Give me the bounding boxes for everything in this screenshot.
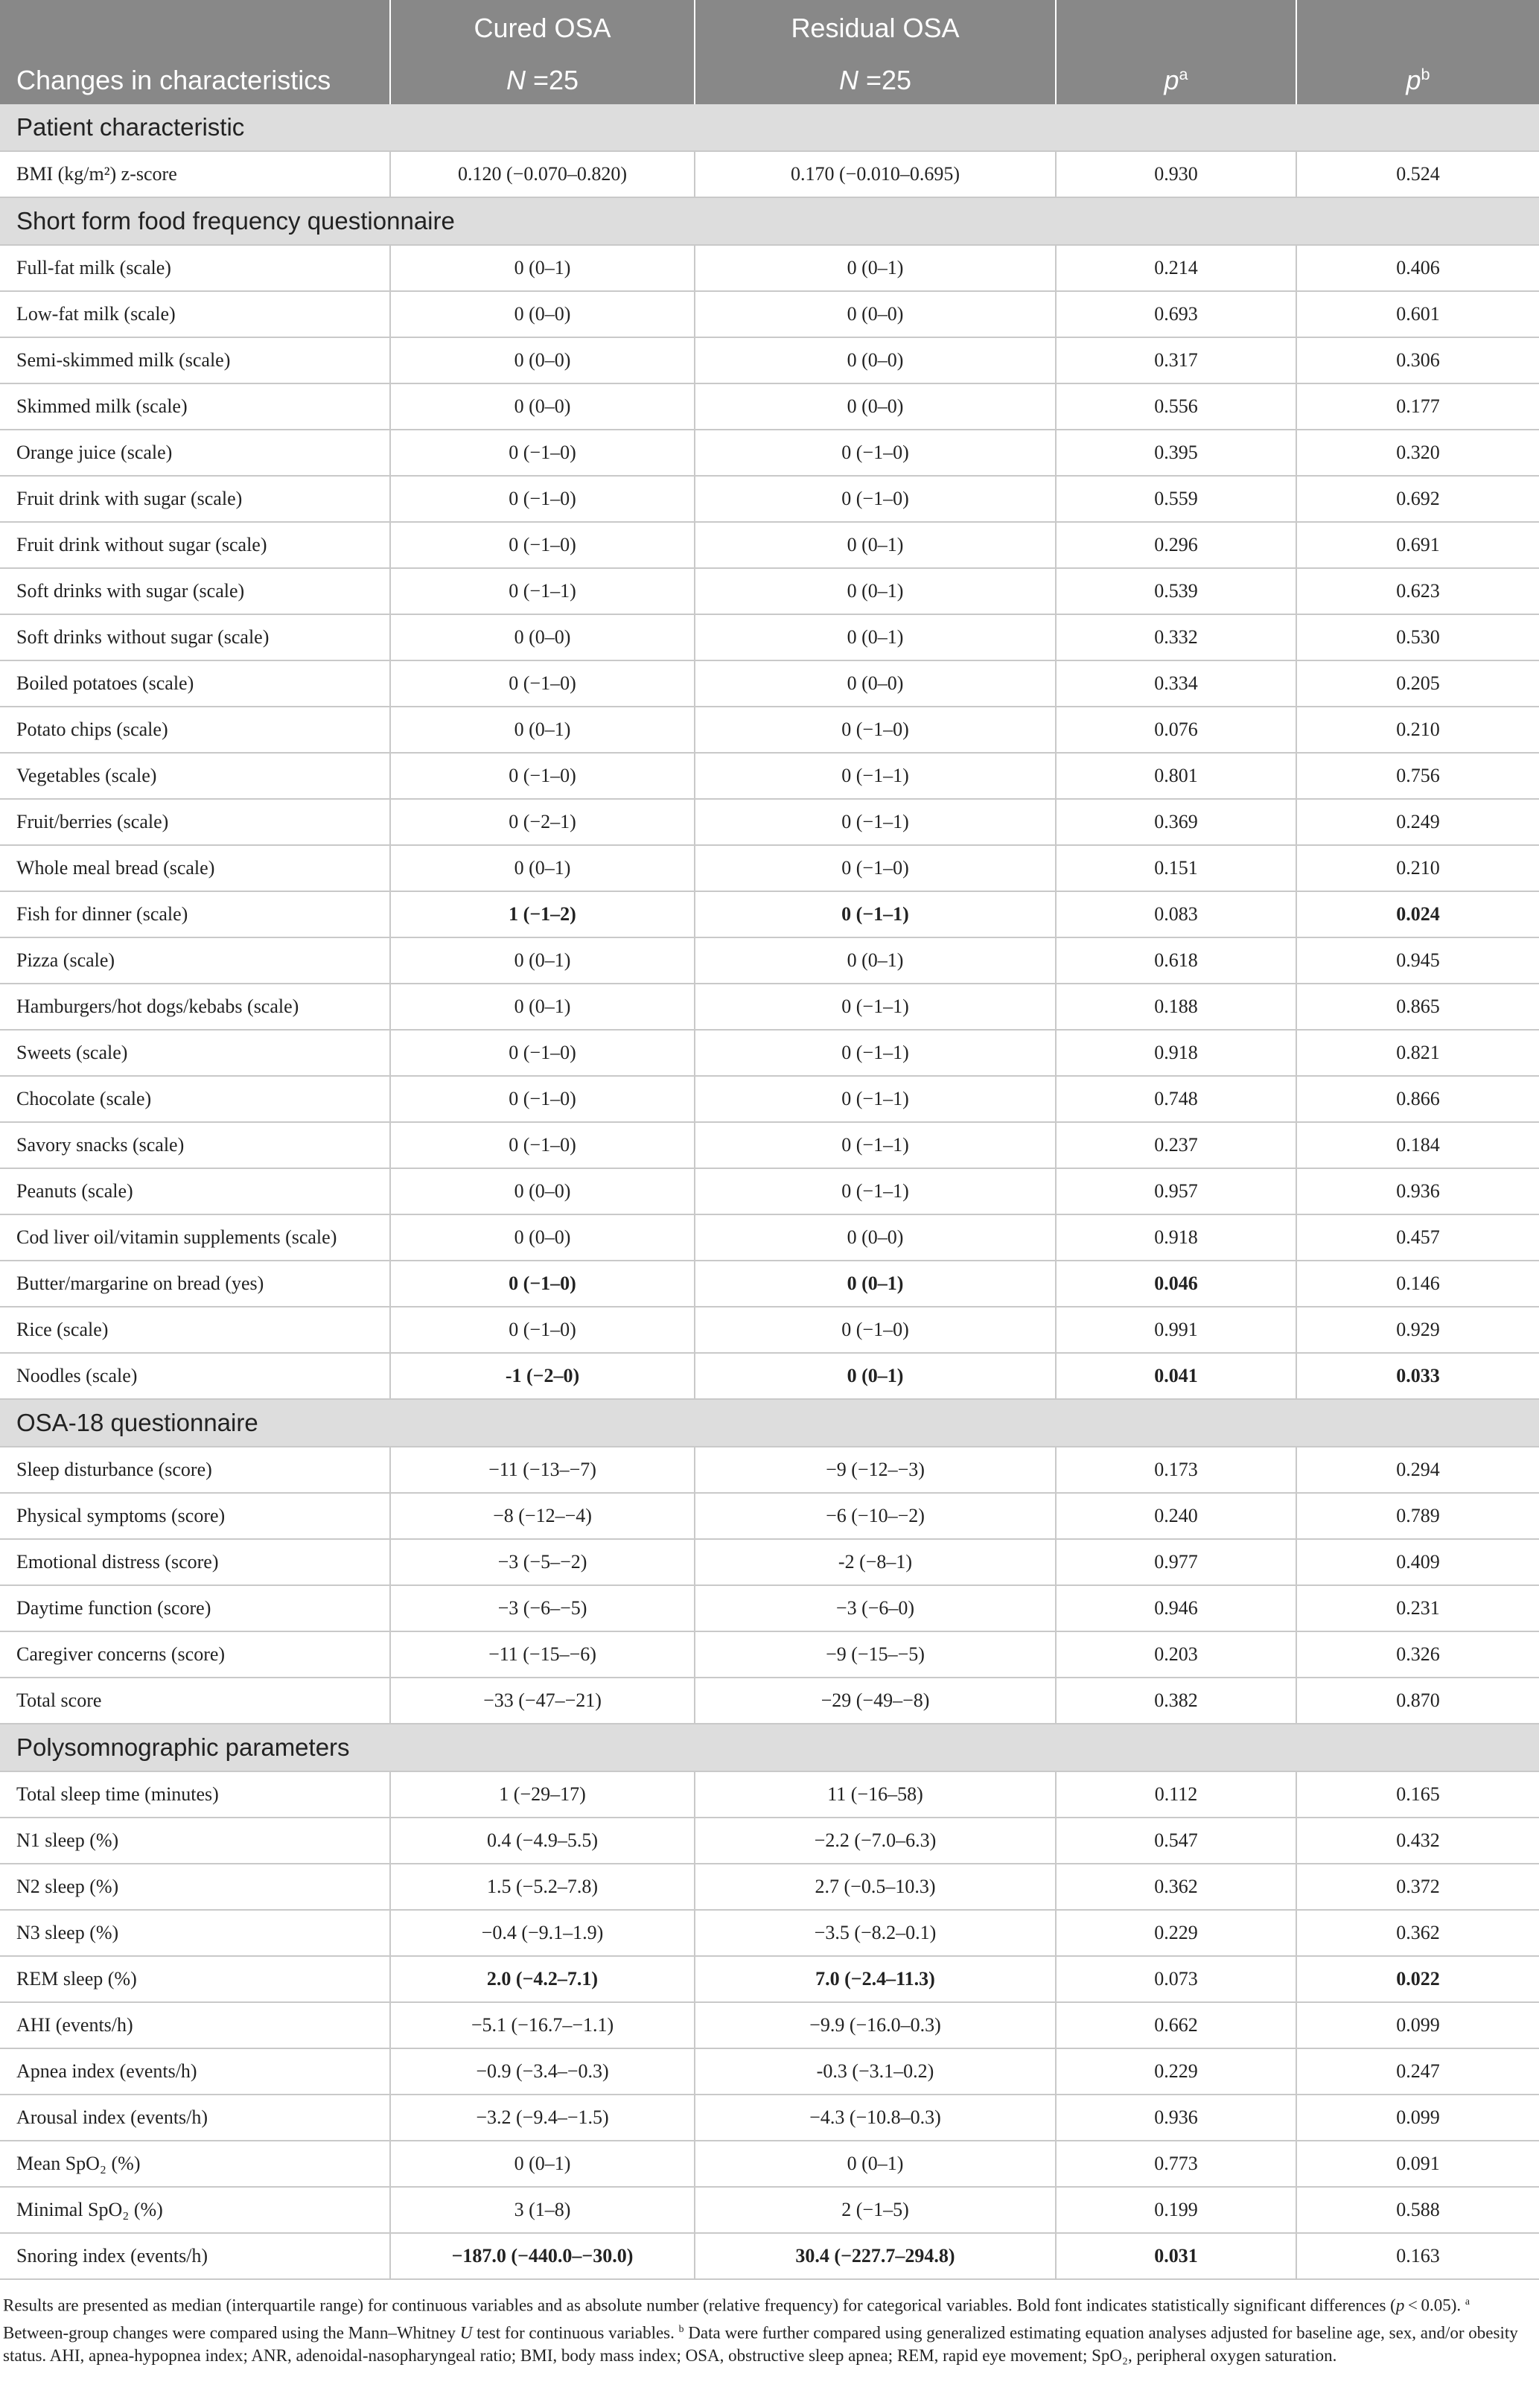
table-row bbox=[0, 1076, 1539, 1122]
cured-value: 0 (−1–0) bbox=[390, 660, 695, 707]
p-b-value: 0.870 bbox=[1296, 1678, 1539, 1724]
p-a-value: 0.946 bbox=[1056, 1585, 1296, 1631]
p-b-value: 0.033 bbox=[1296, 1353, 1539, 1399]
cured-value: 0 (−2–1) bbox=[390, 799, 695, 845]
row-label: Fish for dinner (scale) bbox=[0, 891, 390, 937]
p-a-value: 0.369 bbox=[1056, 799, 1296, 845]
row-label: Orange juice (scale) bbox=[0, 430, 390, 476]
residual-value: 7.0 (−2.4–11.3) bbox=[695, 1956, 1056, 2002]
cured-value: −0.9 (−3.4–−0.3) bbox=[390, 2048, 695, 2095]
cured-value: 0 (−1–0) bbox=[390, 1122, 695, 1168]
cured-value: 0 (0–0) bbox=[390, 291, 695, 337]
cured-value: −11 (−13–−7) bbox=[390, 1447, 695, 1493]
row-label: N3 sleep (%) bbox=[0, 1910, 390, 1956]
p-b-value: 0.210 bbox=[1296, 845, 1539, 891]
p-b-value: 0.022 bbox=[1296, 1956, 1539, 2002]
row-label: Whole meal bread (scale) bbox=[0, 845, 390, 891]
p-a-value: 0.173 bbox=[1056, 1447, 1296, 1493]
row-label: Fruit drink without sugar (scale) bbox=[0, 522, 390, 568]
p-a-value: 0.229 bbox=[1056, 1910, 1296, 1956]
cured-value: 0.120 (−0.070–0.820) bbox=[390, 151, 695, 197]
cured-value: 0 (−1–0) bbox=[390, 1076, 695, 1122]
residual-value: 11 (−16–58) bbox=[695, 1771, 1056, 1818]
header-cured-osa: Cured OSA bbox=[390, 0, 695, 57]
row-label: Semi-skimmed milk (scale) bbox=[0, 337, 390, 383]
cured-value: 0 (0–1) bbox=[390, 245, 695, 291]
residual-value: 0 (−1–1) bbox=[695, 1168, 1056, 1214]
row-label: Total score bbox=[0, 1678, 390, 1724]
row-label: Soft drinks with sugar (scale) bbox=[0, 568, 390, 614]
residual-value: 0 (0–1) bbox=[695, 937, 1056, 984]
p-b-value: 0.936 bbox=[1296, 1168, 1539, 1214]
cured-value: −187.0 (−440.0–−30.0) bbox=[390, 2233, 695, 2279]
p-a-value: 0.382 bbox=[1056, 1678, 1296, 1724]
table-row bbox=[0, 984, 1539, 1030]
p-b-value: 0.184 bbox=[1296, 1122, 1539, 1168]
residual-value: 0 (−1–1) bbox=[695, 1030, 1056, 1076]
residual-value: 0 (−1–1) bbox=[695, 1122, 1056, 1168]
section-title: Patient characteristic bbox=[0, 104, 1539, 151]
header-residual-n bbox=[695, 57, 1056, 104]
row-label: Pizza (scale) bbox=[0, 937, 390, 984]
cured-value: 0 (−1–0) bbox=[390, 1261, 695, 1307]
cured-value: 1.5 (−5.2–7.8) bbox=[390, 1864, 695, 1910]
p-b-value: 0.530 bbox=[1296, 614, 1539, 660]
row-label: Mean SpO₂ (%) bbox=[0, 2141, 390, 2187]
row-label: Apnea index (events/h) bbox=[0, 2048, 390, 2095]
cured-value: 0 (−1–0) bbox=[390, 753, 695, 799]
p-b-value: 0.866 bbox=[1296, 1076, 1539, 1122]
cured-value: 0 (0–0) bbox=[390, 337, 695, 383]
table-row bbox=[0, 2233, 1539, 2279]
table-row bbox=[0, 1818, 1539, 1864]
table-row bbox=[0, 430, 1539, 476]
residual-value: 0 (−1–1) bbox=[695, 891, 1056, 937]
cured-value: 0 (−1–0) bbox=[390, 1030, 695, 1076]
header-row-groups bbox=[0, 0, 1539, 57]
residual-value: 0 (0–0) bbox=[695, 337, 1056, 383]
cured-value: 0 (0–1) bbox=[390, 937, 695, 984]
residual-value: 0 (−1–0) bbox=[695, 707, 1056, 753]
p-a-value: 0.395 bbox=[1056, 430, 1296, 476]
residual-value: 0 (0–1) bbox=[695, 2141, 1056, 2187]
p-b-value: 0.623 bbox=[1296, 568, 1539, 614]
header-cured-n bbox=[390, 57, 695, 104]
p-a-value: 0.188 bbox=[1056, 984, 1296, 1030]
row-label: Daytime function (score) bbox=[0, 1585, 390, 1631]
cured-value: 0 (−1–0) bbox=[390, 476, 695, 522]
table-header bbox=[0, 0, 1539, 104]
row-label: Hamburgers/hot dogs/kebabs (scale) bbox=[0, 984, 390, 1030]
footnote-u-italic: U bbox=[459, 2323, 473, 2342]
p-b-value: 0.457 bbox=[1296, 1214, 1539, 1261]
p-b-value: 0.091 bbox=[1296, 2141, 1539, 2187]
table-row bbox=[0, 245, 1539, 291]
row-label: Fruit/berries (scale) bbox=[0, 799, 390, 845]
row-label: Emotional distress (score) bbox=[0, 1539, 390, 1585]
p-b-value: 0.205 bbox=[1296, 660, 1539, 707]
cured-value: 0 (0–0) bbox=[390, 383, 695, 430]
table-row bbox=[0, 2002, 1539, 2048]
cured-value: 0 (0–1) bbox=[390, 984, 695, 1030]
residual-value: 2.7 (−0.5–10.3) bbox=[695, 1864, 1056, 1910]
row-label: N1 sleep (%) bbox=[0, 1818, 390, 1864]
table-row bbox=[0, 568, 1539, 614]
table-row bbox=[0, 476, 1539, 522]
residual-value: −3 (−6–0) bbox=[695, 1585, 1056, 1631]
residual-value: 0 (0–0) bbox=[695, 660, 1056, 707]
p-b-value: 0.165 bbox=[1296, 1771, 1539, 1818]
row-label: Soft drinks without sugar (scale) bbox=[0, 614, 390, 660]
cured-value: 0 (0–0) bbox=[390, 614, 695, 660]
header-p-a-label: p bbox=[1164, 65, 1179, 95]
p-a-value: 0.317 bbox=[1056, 337, 1296, 383]
footnote-text-2: < 0.05). bbox=[1404, 2296, 1462, 2315]
p-a-value: 0.334 bbox=[1056, 660, 1296, 707]
p-a-value: 0.977 bbox=[1056, 1539, 1296, 1585]
cured-value: −5.1 (−16.7–−1.1) bbox=[390, 2002, 695, 2048]
residual-value: 0 (−1–0) bbox=[695, 1307, 1056, 1353]
table-row bbox=[0, 1910, 1539, 1956]
row-label: Cod liver oil/vitamin supplements (scale) bbox=[0, 1214, 390, 1261]
residual-value: 0 (0–0) bbox=[695, 291, 1056, 337]
p-a-value: 0.547 bbox=[1056, 1818, 1296, 1864]
table-row bbox=[0, 1030, 1539, 1076]
table-row bbox=[0, 660, 1539, 707]
row-label: Potato chips (scale) bbox=[0, 707, 390, 753]
residual-value: 0 (0–1) bbox=[695, 1261, 1056, 1307]
p-b-value: 0.588 bbox=[1296, 2187, 1539, 2233]
p-a-value: 0.229 bbox=[1056, 2048, 1296, 2095]
residual-value: 0 (0–1) bbox=[695, 522, 1056, 568]
row-label: BMI (kg/m²) z-score bbox=[0, 151, 390, 197]
table-row bbox=[0, 151, 1539, 197]
header-blank-col3 bbox=[1056, 0, 1296, 57]
header-residual-n-value: =25 bbox=[865, 65, 912, 95]
table-row bbox=[0, 1261, 1539, 1307]
p-a-value: 0.556 bbox=[1056, 383, 1296, 430]
cured-value: 0 (0–1) bbox=[390, 2141, 695, 2187]
residual-value: -0.3 (−3.1–0.2) bbox=[695, 2048, 1056, 2095]
residual-value: −29 (−49–−8) bbox=[695, 1678, 1056, 1724]
row-label: Chocolate (scale) bbox=[0, 1076, 390, 1122]
residual-value: 0 (−1–1) bbox=[695, 753, 1056, 799]
p-b-value: 0.294 bbox=[1296, 1447, 1539, 1493]
table-row bbox=[0, 1168, 1539, 1214]
footnote-sup-a: a bbox=[1465, 2296, 1471, 2307]
p-a-value: 0.041 bbox=[1056, 1353, 1296, 1399]
p-a-value: 0.214 bbox=[1056, 245, 1296, 291]
footnote-text-5: Data were further compared using generalized estimating equation analyses adjusted for baseline age, sex, and/or obesity status. AHI, apnea-hypopnea index; ANR, adenoidal-nasopharyngeal ratio; BMI, body mass index; OSA, obstructive sleep apnea; REM, rapid eye movement; SpO₂, peripheral oxygen saturation. bbox=[3, 2323, 1518, 2366]
row-label: Sweets (scale) bbox=[0, 1030, 390, 1076]
row-label: Boiled potatoes (scale) bbox=[0, 660, 390, 707]
cured-value: 0 (−1–0) bbox=[390, 522, 695, 568]
footnote-p-italic: p bbox=[1395, 2296, 1405, 2315]
table-row bbox=[0, 1307, 1539, 1353]
p-a-value: 0.693 bbox=[1056, 291, 1296, 337]
cured-value: 3 (1–8) bbox=[390, 2187, 695, 2233]
table-row bbox=[0, 2187, 1539, 2233]
footnote-text-1: Results are presented as median (interquartile range) for continuous variables and as absolute number (relative frequency) for categorical variables. Bold font indicates statistically significant differences ( bbox=[3, 2296, 1396, 2315]
table-row bbox=[0, 1447, 1539, 1493]
p-a-value: 0.203 bbox=[1056, 1631, 1296, 1678]
residual-value: 0 (−1–0) bbox=[695, 430, 1056, 476]
p-a-value: 0.559 bbox=[1056, 476, 1296, 522]
cured-value: 0 (0–0) bbox=[390, 1168, 695, 1214]
cured-value: −3 (−5–−2) bbox=[390, 1539, 695, 1585]
p-a-value: 0.076 bbox=[1056, 707, 1296, 753]
footnote-sup-b: b bbox=[678, 2322, 684, 2334]
header-residual-n-label: N bbox=[838, 65, 858, 95]
row-label: Rice (scale) bbox=[0, 1307, 390, 1353]
p-b-value: 0.210 bbox=[1296, 707, 1539, 753]
p-b-value: 0.163 bbox=[1296, 2233, 1539, 2279]
cured-value: 1 (−29–17) bbox=[390, 1771, 695, 1818]
p-a-value: 0.991 bbox=[1056, 1307, 1296, 1353]
cured-value: −33 (−47–−21) bbox=[390, 1678, 695, 1724]
row-label: Peanuts (scale) bbox=[0, 1168, 390, 1214]
cured-value: −3 (−6–−5) bbox=[390, 1585, 695, 1631]
p-b-value: 0.247 bbox=[1296, 2048, 1539, 2095]
row-label: Total sleep time (minutes) bbox=[0, 1771, 390, 1818]
header-residual-osa: Residual OSA bbox=[695, 0, 1056, 57]
residual-value: 0 (−1–0) bbox=[695, 476, 1056, 522]
p-a-value: 0.801 bbox=[1056, 753, 1296, 799]
section-header-row bbox=[0, 1399, 1539, 1447]
header-changes-in-characteristics: Changes in characteristics bbox=[0, 57, 390, 104]
p-a-value: 0.936 bbox=[1056, 2095, 1296, 2141]
table-row bbox=[0, 614, 1539, 660]
p-a-value: 0.240 bbox=[1056, 1493, 1296, 1539]
p-b-value: 0.865 bbox=[1296, 984, 1539, 1030]
row-label: Butter/margarine on bread (yes) bbox=[0, 1261, 390, 1307]
cured-value: −3.2 (−9.4–−1.5) bbox=[390, 2095, 695, 2141]
residual-value: −9 (−12–−3) bbox=[695, 1447, 1056, 1493]
table-footnote bbox=[0, 2290, 1539, 2367]
cured-value: -1 (−2–0) bbox=[390, 1353, 695, 1399]
cured-value: 2.0 (−4.2–7.1) bbox=[390, 1956, 695, 2002]
residual-value: −6 (−10–−2) bbox=[695, 1493, 1056, 1539]
row-label: REM sleep (%) bbox=[0, 1956, 390, 2002]
header-p-a-sup: a bbox=[1179, 65, 1188, 83]
table-row bbox=[0, 799, 1539, 845]
table-row bbox=[0, 383, 1539, 430]
residual-value: 0 (−1–1) bbox=[695, 984, 1056, 1030]
p-b-value: 0.524 bbox=[1296, 151, 1539, 197]
table-row bbox=[0, 291, 1539, 337]
residual-value: 0 (−1–1) bbox=[695, 1076, 1056, 1122]
header-p-b bbox=[1296, 57, 1539, 104]
cured-value: 0 (−1–0) bbox=[390, 1307, 695, 1353]
table-row bbox=[0, 1678, 1539, 1724]
p-b-value: 0.146 bbox=[1296, 1261, 1539, 1307]
p-a-value: 0.618 bbox=[1056, 937, 1296, 984]
cured-value: 0 (−1–1) bbox=[390, 568, 695, 614]
footnote-text-3: Between-group changes were compared using the Mann–Whitney bbox=[3, 2323, 460, 2342]
p-b-value: 0.231 bbox=[1296, 1585, 1539, 1631]
p-a-value: 0.748 bbox=[1056, 1076, 1296, 1122]
table-row bbox=[0, 1585, 1539, 1631]
header-cured-n-value: =25 bbox=[532, 65, 579, 95]
table-row bbox=[0, 2095, 1539, 2141]
table-row bbox=[0, 1353, 1539, 1399]
p-a-value: 0.237 bbox=[1056, 1122, 1296, 1168]
row-label: Fruit drink with sugar (scale) bbox=[0, 476, 390, 522]
p-b-value: 0.692 bbox=[1296, 476, 1539, 522]
table-row bbox=[0, 2048, 1539, 2095]
table-row bbox=[0, 845, 1539, 891]
row-label: Savory snacks (scale) bbox=[0, 1122, 390, 1168]
residual-value: 0 (0–1) bbox=[695, 568, 1056, 614]
p-b-value: 0.601 bbox=[1296, 291, 1539, 337]
p-b-value: 0.821 bbox=[1296, 1030, 1539, 1076]
header-blank-col4 bbox=[1296, 0, 1539, 57]
table-body bbox=[0, 104, 1539, 2279]
residual-value: 0 (0–1) bbox=[695, 614, 1056, 660]
table-row bbox=[0, 1956, 1539, 2002]
cured-value: 0 (0–0) bbox=[390, 1214, 695, 1261]
p-a-value: 0.957 bbox=[1056, 1168, 1296, 1214]
p-b-value: 0.249 bbox=[1296, 799, 1539, 845]
row-label: Skimmed milk (scale) bbox=[0, 383, 390, 430]
table-row bbox=[0, 1864, 1539, 1910]
row-label: Sleep disturbance (score) bbox=[0, 1447, 390, 1493]
header-p-b-sup: b bbox=[1421, 65, 1430, 83]
p-b-value: 0.362 bbox=[1296, 1910, 1539, 1956]
p-b-value: 0.432 bbox=[1296, 1818, 1539, 1864]
row-label: Vegetables (scale) bbox=[0, 753, 390, 799]
cured-value: −8 (−12–−4) bbox=[390, 1493, 695, 1539]
p-a-value: 0.112 bbox=[1056, 1771, 1296, 1818]
section-title: OSA-18 questionnaire bbox=[0, 1399, 1539, 1447]
p-b-value: 0.320 bbox=[1296, 430, 1539, 476]
section-title: Polysomnographic parameters bbox=[0, 1724, 1539, 1771]
residual-value: −4.3 (−10.8–0.3) bbox=[695, 2095, 1056, 2141]
p-b-value: 0.945 bbox=[1296, 937, 1539, 984]
header-p-b-label: p bbox=[1406, 65, 1421, 95]
residual-value: 0 (0–1) bbox=[695, 1353, 1056, 1399]
table-row bbox=[0, 753, 1539, 799]
residual-value: 0.170 (−0.010–0.695) bbox=[695, 151, 1056, 197]
p-a-value: 0.083 bbox=[1056, 891, 1296, 937]
table-row bbox=[0, 337, 1539, 383]
section-title: Short form food frequency questionnaire bbox=[0, 197, 1539, 245]
table-row bbox=[0, 1539, 1539, 1585]
table-row bbox=[0, 891, 1539, 937]
p-b-value: 0.177 bbox=[1296, 383, 1539, 430]
row-label: AHI (events/h) bbox=[0, 2002, 390, 2048]
table-row bbox=[0, 1493, 1539, 1539]
p-b-value: 0.326 bbox=[1296, 1631, 1539, 1678]
p-b-value: 0.306 bbox=[1296, 337, 1539, 383]
p-b-value: 0.691 bbox=[1296, 522, 1539, 568]
residual-value: −9 (−15–−5) bbox=[695, 1631, 1056, 1678]
header-cured-n-label: N bbox=[506, 65, 526, 95]
table-row bbox=[0, 2141, 1539, 2187]
p-a-value: 0.046 bbox=[1056, 1261, 1296, 1307]
p-a-value: 0.662 bbox=[1056, 2002, 1296, 2048]
p-a-value: 0.930 bbox=[1056, 151, 1296, 197]
cured-value: 1 (−1–2) bbox=[390, 891, 695, 937]
header-blank-col0 bbox=[0, 0, 390, 57]
cured-value: −11 (−15–−6) bbox=[390, 1631, 695, 1678]
table-row bbox=[0, 1214, 1539, 1261]
p-a-value: 0.199 bbox=[1056, 2187, 1296, 2233]
cured-value: 0 (0–1) bbox=[390, 845, 695, 891]
table-row bbox=[0, 1771, 1539, 1818]
row-label: Low-fat milk (scale) bbox=[0, 291, 390, 337]
table-row bbox=[0, 707, 1539, 753]
p-b-value: 0.099 bbox=[1296, 2002, 1539, 2048]
header-p-a bbox=[1056, 57, 1296, 104]
residual-value: 30.4 (−227.7–294.8) bbox=[695, 2233, 1056, 2279]
cured-value: −0.4 (−9.1–1.9) bbox=[390, 1910, 695, 1956]
p-a-value: 0.539 bbox=[1056, 568, 1296, 614]
table-row bbox=[0, 1631, 1539, 1678]
p-a-value: 0.296 bbox=[1056, 522, 1296, 568]
section-header-row bbox=[0, 104, 1539, 151]
residual-value: 0 (−1–0) bbox=[695, 845, 1056, 891]
row-label: Arousal index (events/h) bbox=[0, 2095, 390, 2141]
p-a-value: 0.918 bbox=[1056, 1030, 1296, 1076]
residual-value: 0 (0–0) bbox=[695, 1214, 1056, 1261]
p-b-value: 0.409 bbox=[1296, 1539, 1539, 1585]
residual-value: -2 (−8–1) bbox=[695, 1539, 1056, 1585]
residual-value: −2.2 (−7.0–6.3) bbox=[695, 1818, 1056, 1864]
section-header-row bbox=[0, 197, 1539, 245]
residual-value: −9.9 (−16.0–0.3) bbox=[695, 2002, 1056, 2048]
residual-value: 0 (0–1) bbox=[695, 245, 1056, 291]
p-a-value: 0.332 bbox=[1056, 614, 1296, 660]
residual-value: 0 (−1–1) bbox=[695, 799, 1056, 845]
row-label: Snoring index (events/h) bbox=[0, 2233, 390, 2279]
p-a-value: 0.362 bbox=[1056, 1864, 1296, 1910]
footnote-text-4: test for continuous variables. bbox=[472, 2323, 675, 2342]
cured-value: 0 (−1–0) bbox=[390, 430, 695, 476]
row-label: Caregiver concerns (score) bbox=[0, 1631, 390, 1678]
p-a-value: 0.918 bbox=[1056, 1214, 1296, 1261]
table-row bbox=[0, 937, 1539, 984]
row-label: Noodles (scale) bbox=[0, 1353, 390, 1399]
p-b-value: 0.789 bbox=[1296, 1493, 1539, 1539]
p-b-value: 0.756 bbox=[1296, 753, 1539, 799]
p-b-value: 0.024 bbox=[1296, 891, 1539, 937]
row-label: Minimal SpO₂ (%) bbox=[0, 2187, 390, 2233]
cured-value: 0 (0–1) bbox=[390, 707, 695, 753]
row-label: N2 sleep (%) bbox=[0, 1864, 390, 1910]
p-a-value: 0.151 bbox=[1056, 845, 1296, 891]
residual-value: 0 (0–0) bbox=[695, 383, 1056, 430]
table-row bbox=[0, 522, 1539, 568]
header-row-labels bbox=[0, 57, 1539, 104]
p-a-value: 0.031 bbox=[1056, 2233, 1296, 2279]
residual-value: −3.5 (−8.2–0.1) bbox=[695, 1910, 1056, 1956]
p-b-value: 0.406 bbox=[1296, 245, 1539, 291]
p-b-value: 0.929 bbox=[1296, 1307, 1539, 1353]
p-b-value: 0.372 bbox=[1296, 1864, 1539, 1910]
p-b-value: 0.099 bbox=[1296, 2095, 1539, 2141]
row-label: Physical symptoms (score) bbox=[0, 1493, 390, 1539]
p-a-value: 0.773 bbox=[1056, 2141, 1296, 2187]
row-label: Full-fat milk (scale) bbox=[0, 245, 390, 291]
residual-value: 2 (−1–5) bbox=[695, 2187, 1056, 2233]
cured-value: 0.4 (−4.9–5.5) bbox=[390, 1818, 695, 1864]
p-a-value: 0.073 bbox=[1056, 1956, 1296, 2002]
section-header-row bbox=[0, 1724, 1539, 1771]
table-row bbox=[0, 1122, 1539, 1168]
